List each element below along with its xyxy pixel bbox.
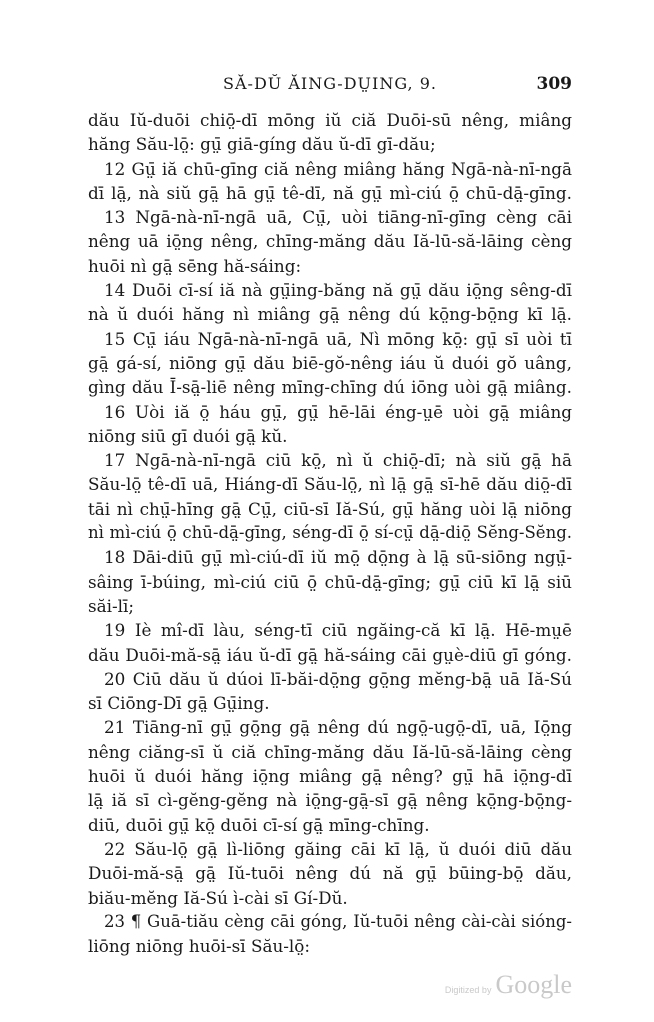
text-line: dău Duōi-mă-sā̤ iáu ŭ-dī gā̤ hă-sáing cāi gṳè-diū gī góng. [88, 644, 572, 665]
text-line: gìng dău Ī-sā̤-liē nêng mīng-chīng dú iōng uòi gā̤ miâng. [88, 377, 572, 398]
verse-20: 20 Ciū dău ŭ dúoi lī-băi-dō̤ng gō̤ng mĕng-bā̤ uā Iă-Sú [104, 668, 572, 689]
text-line: dī lā̤, nà siŭ gā̤ hā gṳ̄ tê-dī, nă gṳ̄ mì-ciú ō̤ chū-dā̤-gīng. [88, 182, 572, 203]
google-watermark [445, 970, 572, 1000]
text-line: săi-lī; [88, 595, 135, 616]
text-line: huōi ŭ duói hăng iō̤ng miâng gā̤ nêng? gṳ̄ hā iō̤ng-dī [88, 766, 572, 787]
verse-13: 13 Ngā-nà-nī-ngā uā, Cṳ̄, uòi tiāng-nī-gīng cèng cāi [104, 207, 572, 228]
text-line: hăng Său-lō̤: gṳ̄ giā-gíng dău ŭ-dī gī-dău; [88, 134, 436, 155]
verse-14: 14 Duōi cī-sí iă nà gṳ̄ing-băng nă gṳ̄ dău iō̤ng sêng-dī [104, 280, 572, 301]
verse-19: 19 Iè mî-dī làu, séng-tī ciū ngăing-că kī lā̤. Hē-mṳē [104, 620, 572, 641]
verse-18: 18 Dāi-diū gṳ̄ mì-ciú-dī iŭ mō̤ dō̤ng à lā̤ sū-siōng ngṳ̄- [104, 547, 572, 568]
text-line: Său-lō̤ tê-dī uā, Hiáng-dī Său-lō̤, nì lā̤ gā̤ sī-hē dău diō̤-dī [88, 474, 572, 495]
verse-16: 16 Uòi iă ō̤ háu gṳ̄, gṳ̄ hē-lāi éng-ṳē uòi gā̤ miâng [104, 401, 572, 422]
text-line: biău-mĕng Iă-Sú ì-cài sī Gí-Dŭ. [88, 887, 348, 908]
running-title: SĂ-DŬ ĂING-DṲING, 9. [223, 74, 437, 93]
text-line: Duōi-mă-sā̤ gā̤ Iŭ-tuōi nêng dú nă gṳ̄ būing-bō̤ dău, [88, 863, 572, 884]
verse-12: 12 Gṳ̄ iă chū-gīng ciă nêng miâng hăng Ngā-nà-nī-ngā [104, 158, 572, 179]
verse-23: 23 ¶ Guā-tiău cèng cāi góng, Iŭ-tuōi nêng cài-cài sióng- [104, 911, 572, 931]
verse-22: 22 Său-lō̤ gā̤ lì-liōng găing cāi kī lā̤, ŭ duói diū dău [104, 838, 572, 859]
google-logo: Google [495, 970, 572, 999]
text-line: gā̤ gá-sí, niōng gṳ̄ dău biē-gŏ-nêng iáu ŭ duói gŏ uâng, [88, 352, 572, 373]
text-line: diū, duōi gṳ̄ kō̤ duōi cī-sí gā̤ mīng-chīng. [88, 814, 430, 835]
text-line: nêng uā iō̤ng nêng, chīng-măng dău Iă-lū-să-lāing cèng [88, 231, 572, 252]
page-header [88, 74, 572, 98]
watermark-caption: Digitized by [444, 985, 492, 995]
page-number: 309 [536, 74, 572, 94]
text-line: nà ŭ duói hăng nì miâng gā̤ nêng dú kō̤ng-bō̤ng kī lā̤. [88, 304, 572, 325]
verse-15: 15 Cṳ̄ iáu Ngā-nà-nī-ngā uā, Nì mōng kō̤: gṳ̄ sī uòi tī [104, 328, 572, 349]
verse-17: 17 Ngā-nà-nī-ngā ciū kō̤, nì ŭ chiō̤-dī; nà siŭ gā̤ hā [104, 450, 572, 471]
text-line: nêng ciăng-sī ŭ ciă chīng-măng dău Iă-lū-să-lāing cèng [88, 741, 572, 762]
text-line: tāi nì chṳ̄-hīng gā̤ Cṳ̄, ciū-sī Iă-Sú, gṳ̄ hăng uòi lā̤ niōng [88, 498, 572, 519]
text-line: niōng siū gī duói gā̤ kŭ. [88, 425, 288, 446]
text-line: sī Ciōng-Dī gā̤ Gṳ̄ing. [88, 693, 270, 714]
body-text [88, 108, 572, 958]
text-line: dău Iŭ-duōi chiō̤-dī mōng iŭ ciă Duōi-sū nêng, miâng [88, 110, 572, 130]
text-line: huōi nì gā̤ sēng hă-sáing: [88, 255, 302, 276]
text-line: liōng niōng huōi-sī Său-lō̤: [88, 936, 311, 957]
verse-21: 21 Tiāng-nī gṳ̄ gō̤ng gā̤ nêng dú ngō̤-ugō̤-dī, uā, Iō̤ng [104, 717, 572, 738]
text-line: sâing ī-búing, mì-ciú ciū ō̤ chū-dā̤-gīng; gṳ̄ ciū kī lā̤ siū [88, 571, 572, 592]
text-line: lā̤ iă sī cì-gĕng-gĕng nà iō̤ng-gā̤-sī gā̤ nêng kō̤ng-bō̤ng- [88, 790, 572, 811]
text-line: nì mì-ciú ō̤ chū-dā̤-gīng, séng-dī ō̤ sí-cṳ̄ dā̤-diō̤ Sĕng-Sĕng. [88, 523, 572, 543]
